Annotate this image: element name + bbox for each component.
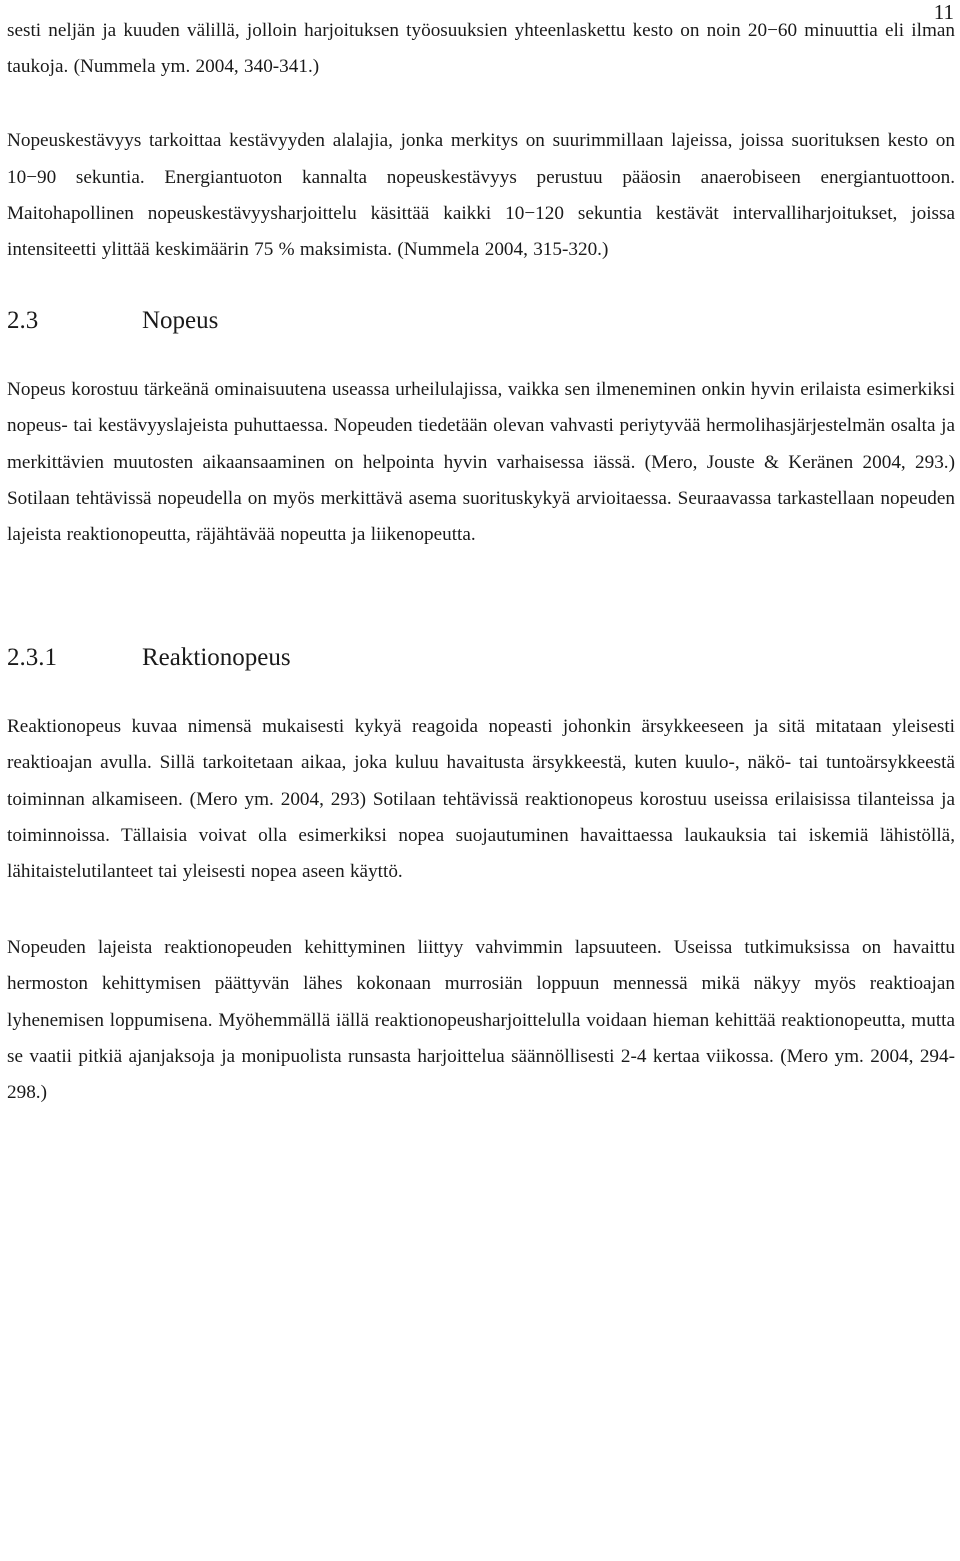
page-number: 11	[933, 0, 954, 24]
body-paragraph: Nopeus korostuu tärkeänä ominaisuutena useassa urheilulajissa, vaikka sen ilmeneminen onkin hyvin erilaista esimerkiksi nopeus- tai kestävyyslajeista puhuttaessa. Nopeuden tiedetään olevan vahvasti periytyvää hermolihasjärjestelmän osalta ja merkittävien muutosten aikaansaaminen on helpointa hyvin varhaisessa iässä. (Mero, Jouste & Keränen 2004, 293.) Sotilaan tehtävissä nopeudella on myös merkittävä asema suorituskykyä arvioitaessa. Seuraavassa tarkastellaan nopeuden lajeista reaktionopeutta, räjähtävää nopeutta ja liikenopeutta.	[7, 379, 955, 546]
subsection-heading	[7, 643, 955, 673]
body-paragraph: Reaktionopeus kuvaa nimensä mukaisesti kykyä reagoida nopeasti johonkin ärsykkeeseen ja sitä mitataan yleisesti reaktioajan avulla. Sillä tarkoitetaan aikaa, joka kuluu havaitusta ärsykkeestä, kuten kuulo-, näkö- tai tuntoärsykkeestä toiminnan alkamiseen. (Mero ym. 2004, 293) Sotilaan tehtävissä reaktionopeus korostuu useissa erilaisissa tilanteissa ja toiminnoissa. Tällaisia voivat olla esimerkiksi nopea suojautuminen havaittaessa laukauksia tai iskemiä lähistöllä, lähitaistelutilanteet tai yleisesti nopea aseen käyttö.	[7, 716, 955, 883]
section-title: Nopeus	[142, 307, 219, 335]
subsection-title: Reaktionopeus	[142, 644, 291, 672]
body-paragraph: Nopeuskestävyys tarkoittaa kestävyyden alalajia, jonka merkitys on suurimmillaan lajeissa, joissa suorituksen kesto on 10−90 sekuntia. Energiantuoton kannalta nopeuskestävyys perustuu pääosin anaerobiseen energiantuottoon. Maitohapollinen nopeuskestävyysharjoittelu käsittää kaikki 10−120 sekuntia kestävät intervalliharjoitukset, joissa intensiteetti ylittää keskimäärin 75 % maksimista. (Nummela 2004, 315-320.)	[7, 130, 955, 261]
section-heading	[7, 306, 955, 336]
body-paragraph: sesti neljän ja kuuden välillä, jolloin harjoituksen työosuuksien yhteenlaskettu kesto on noin 20−60 minuuttia eli ilman taukoja. (Nummela ym. 2004, 340-341.)	[7, 20, 955, 78]
section-number: 2.3	[7, 307, 39, 335]
subsection-number: 2.3.1	[7, 644, 57, 672]
document-body	[7, 13, 955, 1111]
body-paragraph: Nopeuden lajeista reaktionopeuden kehittyminen liittyy vahvimmin lapsuuteen. Useissa tutkimuksissa on havaittu hermoston kehittymisen päättyvän lähes kokonaan murrosiän loppuun mennessä mikä näkyy myös reaktioajan lyhenemisen loppumisena. Myöhemmällä iällä reaktionopeusharjoittelulla voidaan hieman kehittää reaktionopeutta, mutta se vaatii pitkiä ajanjaksoja ja monipuolista runsasta harjoittelua säännöllisesti 2-4 kertaa viikossa. (Mero ym. 2004, 294-298.)	[7, 937, 955, 1104]
